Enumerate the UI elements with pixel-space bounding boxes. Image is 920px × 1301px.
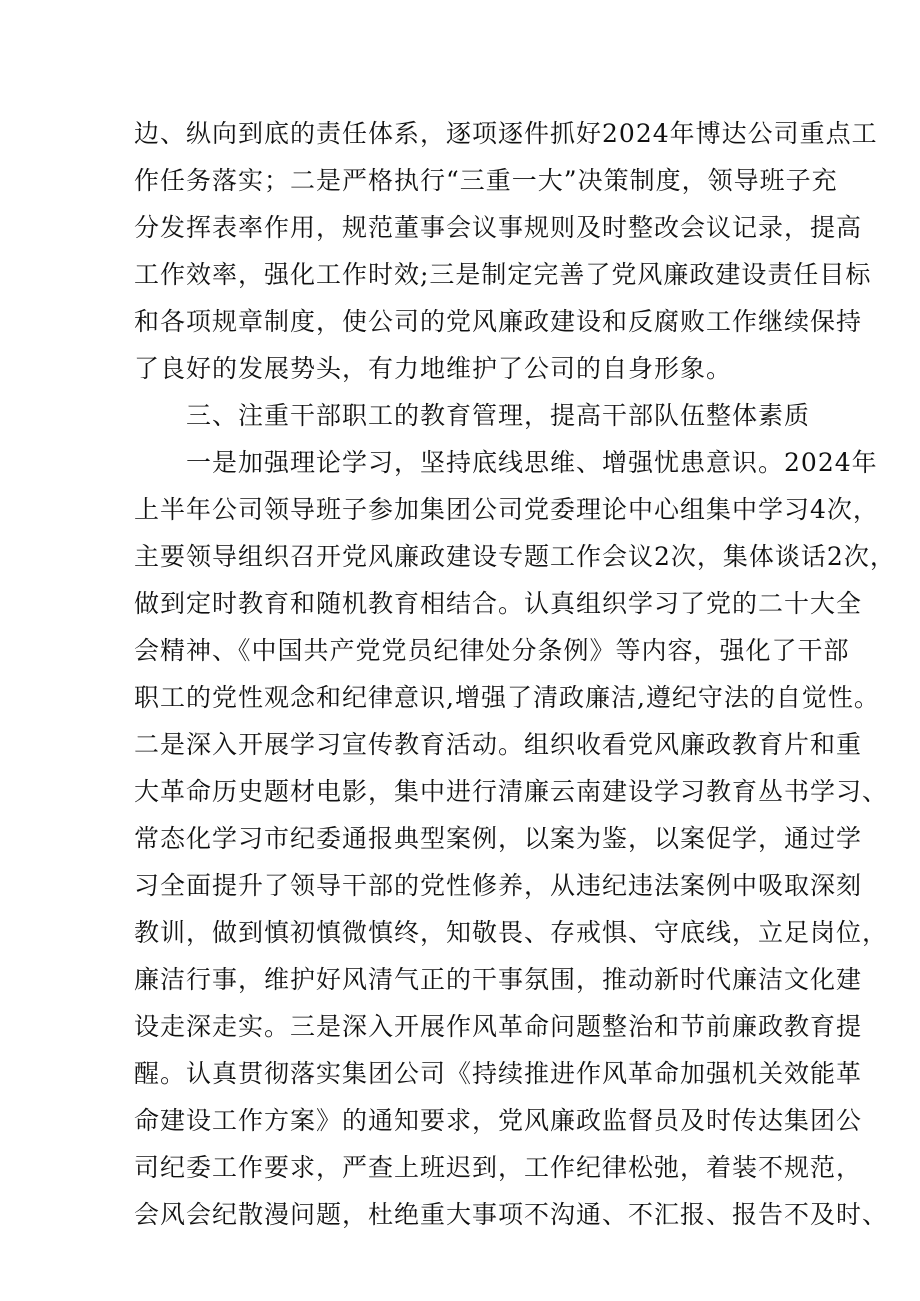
- text-line: 和各项规章制度，使公司的党风廉政建设和反腐败工作继续保持: [134, 307, 863, 336]
- text-line: 边、纵向到底的责任体系，逐项逐件抓好2024年博达公司重点工: [134, 119, 878, 148]
- text-line: 做到定时教育和随机教育相结合。认真组织学习了党的二十大全: [134, 589, 863, 618]
- text-line: 分发挥表率作用，规范董事会议事规则及时整改会议记录，提高: [134, 213, 863, 242]
- text-line: 会精神、《中国共产党党员纪律处分条例》等内容，强化了干部: [134, 636, 850, 665]
- text-line: 了良好的发展势头，有力地维护了公司的自身形象。: [134, 354, 733, 383]
- text-line: 主要领导组织召开党风廉政建设专题工作会议2次，集体谈话2次，: [134, 542, 896, 571]
- text-line: 职工的党性观念和纪律意识,增强了清政廉洁,遵纪守法的自觉性。: [134, 683, 880, 712]
- text-line: 醒。认真贯彻落实集团公司《持续推进作风革命加强机关效能革: [134, 1059, 863, 1088]
- text-line: 会风会纪散漫问题，杜绝重大事项不沟通、不汇报、报告不及时、: [134, 1200, 889, 1229]
- text-line: 廉洁行事，维护好风清气正的干事氛围，推动新时代廉洁文化建: [134, 965, 863, 994]
- text-line: 工作效率，强化工作时效;三是制定完善了党风廉政建设责任目标: [134, 260, 872, 289]
- text-line: 司纪委工作要求，严查上班迟到，工作纪律松弛，着装不规范，: [134, 1153, 863, 1182]
- section-heading: 三、注重干部职工的教育管理，提高干部队伍整体素质: [186, 401, 811, 430]
- text-line: 命建设工作方案》的通知要求，党风廉政监督员及时传达集团公: [134, 1106, 863, 1135]
- text-line: 习全面提升了领导干部的党性修养，从违纪违法案例中吸取深刻: [134, 871, 863, 900]
- text-line: 上半年公司领导班子参加集团公司党委理论中心组集中学习4次，: [134, 495, 879, 524]
- text-line: 常态化学习市纪委通报典型案例，以案为鉴，以案促学，通过学: [134, 824, 863, 853]
- text-line: 二是深入开展学习宣传教育活动。组织收看党风廉政教育片和重: [134, 730, 863, 759]
- text-line: 设走深走实。三是深入开展作风革命问题整治和节前廉政教育提: [134, 1012, 863, 1041]
- text-line: 作任务落实；二是严格执行“三重一大”决策制度，领导班子充: [134, 166, 838, 195]
- document-body: [134, 110, 896, 1238]
- text-line: 教训，做到慎初慎微慎终，知敬畏、存戒惧、守底线，立足岗位，: [134, 918, 889, 947]
- paragraph-first-line: 一是加强理论学习，坚持底线思维、增强忧患意识。2024年: [186, 448, 878, 477]
- text-line: 大革命历史题材电影，集中进行清廉云南建设学习教育丛书学习、: [134, 777, 889, 806]
